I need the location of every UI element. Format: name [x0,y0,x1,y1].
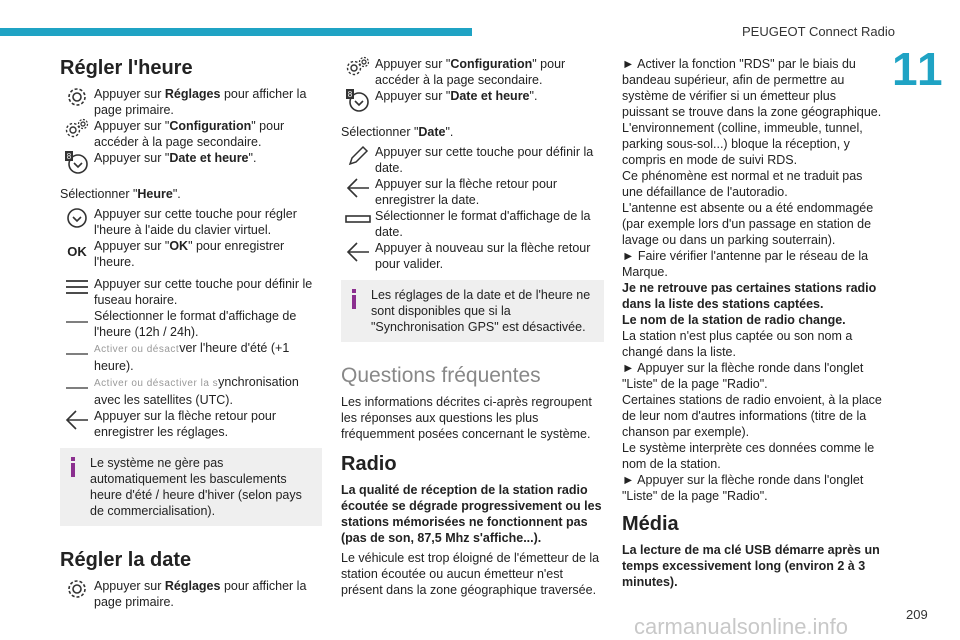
step-text: Appuyer sur "Configuration" pour accéder à la page secondaire. [375,57,566,87]
step-text: Appuyer sur Réglages pour afficher la page primaire. [94,87,307,117]
info-icon [68,457,78,481]
chevron-circle-icon [60,206,94,238]
paragraph: Le système interprète ces données comme le nom de la station. [622,441,875,471]
svg-text:8: 8 [347,90,353,99]
gear-dual-icon [341,56,375,88]
column-3 [622,56,884,590]
watermark: carmanualsonline.info [634,614,849,639]
header-accent-bar [0,28,472,36]
step-row [60,276,322,308]
step-row [60,86,322,118]
pencil-icon [341,144,375,176]
step-text: Sélectionner le format d'affichage de l'heure (12h / 24h). [94,309,297,339]
column-1 [60,56,322,610]
step-text: Activer ou désactver l'heure d'été (+1 heure). [94,341,290,373]
chapter-number: 11 [892,43,945,95]
faq-title: Questions fréquentes [341,364,541,387]
step-row [60,408,322,440]
step-text: Appuyer sur "Date et heure". [94,151,257,165]
paragraph: ► Appuyer sur la flèche ronde dans l'onglet "Liste" de la page "Radio". [622,473,864,503]
step-text: Appuyer sur cette touche pour régler l'heure à l'aide du clavier virtuel. [94,207,297,237]
ok-icon: OK [67,244,87,259]
header-title: PEUGEOT Connect Radio [742,24,895,39]
step-row [60,118,322,150]
svg-text:8: 8 [66,152,72,161]
note-text: Les réglages de la date et de l'heure ne sont disponibles que si la "Synchronisation GPS" est désactivée. [371,288,591,334]
select-heure: Sélectionner "Heure". [60,187,181,201]
step-text: Appuyer sur "Date et heure". [375,89,538,103]
step-row [341,240,604,272]
step-row [341,144,604,176]
info-note [341,280,604,342]
paragraph: Ce phénomène est normal et ne traduit pas une défaillance de l'autoradio. [622,169,863,199]
paragraph: ► Activer la fonction "RDS" par le biais du bandeau supérieur, afin de permettre au système de vérifier si un émetteur plus puissant se trouve dans la zone géographique. [622,57,882,119]
toggle-line-icon [60,374,94,406]
step-row [60,206,322,238]
toggle-line-icon [60,340,94,372]
step-row [341,176,604,208]
step-row [60,578,322,610]
gear-icon [60,86,94,118]
step-row [60,150,322,182]
paragraph: La station n'est plus captée ou son nom a changé dans la liste. [622,329,853,359]
info-note [60,448,322,526]
step-row [60,308,322,340]
step-text: Appuyer sur "OK" pour enregistrer l'heure. [94,239,285,269]
step-text: Activer ou désactiver la synchronisation avec les satellites (UTC). [94,375,299,407]
clock-8-icon [60,150,94,182]
paragraph: ► Faire vérifier l'antenne par le réseau de la Marque. [622,249,869,279]
radio-answer-1: Le véhicule est trop éloigné de l'émetteur de la station écoutée ou aucun émetteur n'est présent dans la zone géographique traversée. [341,551,600,597]
step-row [60,238,322,276]
back-arrow-icon [341,176,375,208]
paragraph: ► Appuyer sur la flèche ronde dans l'onglet "Liste" de la page "Radio". [622,361,864,391]
column-2 [341,56,604,602]
section-title-heure: Régler l'heure [60,57,193,79]
step-text: Sélectionner le format d'affichage de la date. [375,209,591,239]
clock-8-icon [341,88,375,120]
gear-icon [60,578,94,610]
radio-question-3: Le nom de la station de radio change. [622,313,846,327]
step-text: Appuyer à nouveau sur la flèche retour pour valider. [375,241,591,271]
menu-icon [60,276,94,308]
media-title: Média [622,513,679,535]
note-text: Le système ne gère pas automatiquement les basculements heure d'été / heure d'hiver (selon pays de commercialisation). [90,456,302,518]
step-text: Appuyer sur "Configuration" pour accéder à la page secondaire. [94,119,285,149]
format-icon [341,208,375,240]
radio-question-2: Je ne retrouve pas certaines stations radio dans la liste des stations captées. [622,281,877,311]
step-text: Appuyer sur cette touche pour définir la date. [375,145,594,175]
step-text: Appuyer sur la flèche retour pour enregistrer la date. [375,177,558,207]
step-text: Appuyer sur cette touche pour définir le fuseau horaire. [94,277,313,307]
step-row [60,340,322,374]
step-text: Appuyer sur la flèche retour pour enregistrer les réglages. [94,409,277,439]
paragraph: Certaines stations de radio envoient, à la place de leur nom d'autres informations (titre de la chanson par exemple). [622,393,882,439]
info-icon [349,289,359,313]
radio-title: Radio [341,453,397,475]
back-arrow-icon [341,240,375,272]
section-title-date: Régler la date [60,549,192,571]
paragraph: L'antenne est absente ou a été endommagée (par exemple lors d'un passage en station de lavage ou dans un parking souterrain). [622,201,874,247]
back-arrow-icon [60,408,94,440]
step-row [341,56,604,88]
step-row [60,374,322,408]
page-number: 209 [906,607,928,622]
step-text: Appuyer sur Réglages pour afficher la page primaire. [94,579,307,609]
faq-intro: Les informations décrites ci-après regroupent les réponses aux questions les plus fréquemment posées concernant le système. [341,395,592,441]
select-date: Sélectionner "Date". [341,125,454,139]
step-row [341,88,604,120]
step-row [341,208,604,240]
toggle-line-icon [60,308,94,340]
paragraph: L'environnement (colline, immeuble, tunnel, parking sous-sol...) bloque la réception, y compris en mode de suivi RDS. [622,121,863,167]
media-question: La lecture de ma clé USB démarre après un temps excessivement long (environ 2 à 3 minutes). [622,543,880,589]
radio-question-1: La qualité de réception de la station radio écoutée se dégrade progressivement ou les stations mémorisées ne fonctionnent pas (pas de son, 87,5 Mhz s'affiche...). [341,483,602,545]
gear-dual-icon [60,118,94,150]
